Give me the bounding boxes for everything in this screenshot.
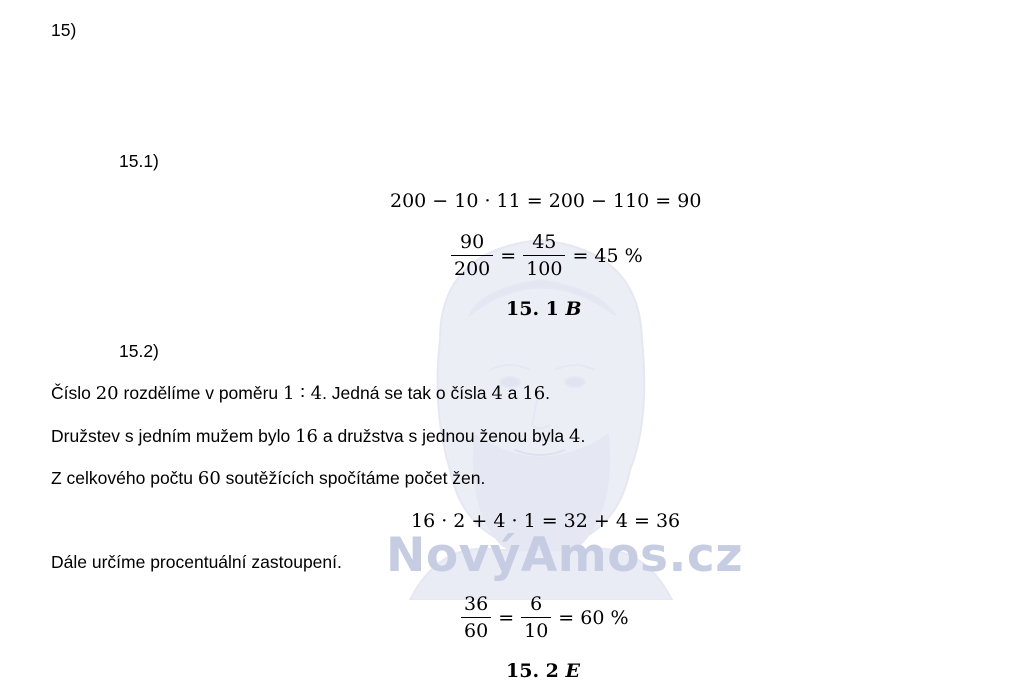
text-span: a družstva s jednou ženou byla: [318, 426, 570, 446]
text-span: .: [580, 426, 586, 446]
text-span: Číslo: [51, 383, 96, 403]
numerator: 36: [464, 593, 489, 615]
number-span: 4: [569, 426, 581, 447]
denominator: 100: [523, 255, 565, 281]
equals-sign: =: [498, 606, 515, 629]
part-label-15-1: 15.1): [119, 151, 159, 171]
answer-15-2: [506, 660, 580, 682]
fraction: [523, 230, 565, 281]
paragraph-line-1: [51, 383, 550, 404]
fraction-equation-15-1: [448, 230, 647, 281]
answer-number: 15. 1: [506, 298, 566, 320]
answer-number: 15. 2: [506, 660, 566, 682]
part-label-15-2: 15.2): [119, 341, 159, 361]
numerator: 45: [532, 231, 557, 253]
text-span: .: [545, 383, 551, 403]
text-span: a: [502, 383, 523, 403]
text-span: rozdělíme v poměru: [118, 383, 284, 403]
equals-sign: =: [500, 244, 517, 267]
paragraph-line-2: [51, 426, 585, 447]
number-span: 20: [95, 383, 119, 404]
fraction: [451, 230, 493, 281]
number-span: 60: [197, 468, 221, 489]
ratio-span: 1 ∶ 4: [283, 383, 323, 404]
paragraph-line-4: Dále určíme procentuální zastoupení.: [51, 552, 342, 572]
text-span: Z celkového počtu: [51, 468, 198, 488]
answer-15-1: [506, 298, 582, 320]
numerator: 90: [460, 231, 485, 253]
number-span: 4: [491, 383, 503, 404]
number-span: 16: [295, 426, 319, 447]
denominator: 60: [461, 617, 491, 643]
answer-letter: B: [565, 298, 582, 320]
equation-15-2: 16 · 2 + 4 · 1 = 32 + 4 = 36: [411, 510, 681, 532]
text-span: Družstev s jedním mužem bylo: [51, 426, 296, 446]
number-span: 16: [522, 383, 546, 404]
paragraph-line-3: [51, 468, 485, 489]
result-percent: = 60 %: [558, 606, 629, 629]
watermark-text: NovýAmos.cz: [386, 528, 744, 583]
result-percent: = 45 %: [572, 244, 643, 267]
fraction-equation-15-2: [458, 592, 633, 643]
fraction: [521, 592, 551, 643]
text-span: . Jedná se tak o čísla: [322, 383, 492, 403]
denominator: 10: [521, 617, 551, 643]
numerator: 6: [530, 593, 543, 615]
problem-number: 15): [51, 20, 77, 40]
denominator: 200: [451, 255, 493, 281]
fraction: [461, 592, 491, 643]
text-span: soutěžících spočítáme počet žen.: [220, 468, 486, 488]
equation-15-1: 200 − 10 · 11 = 200 − 110 = 90: [390, 190, 702, 212]
answer-letter: E: [565, 660, 580, 682]
